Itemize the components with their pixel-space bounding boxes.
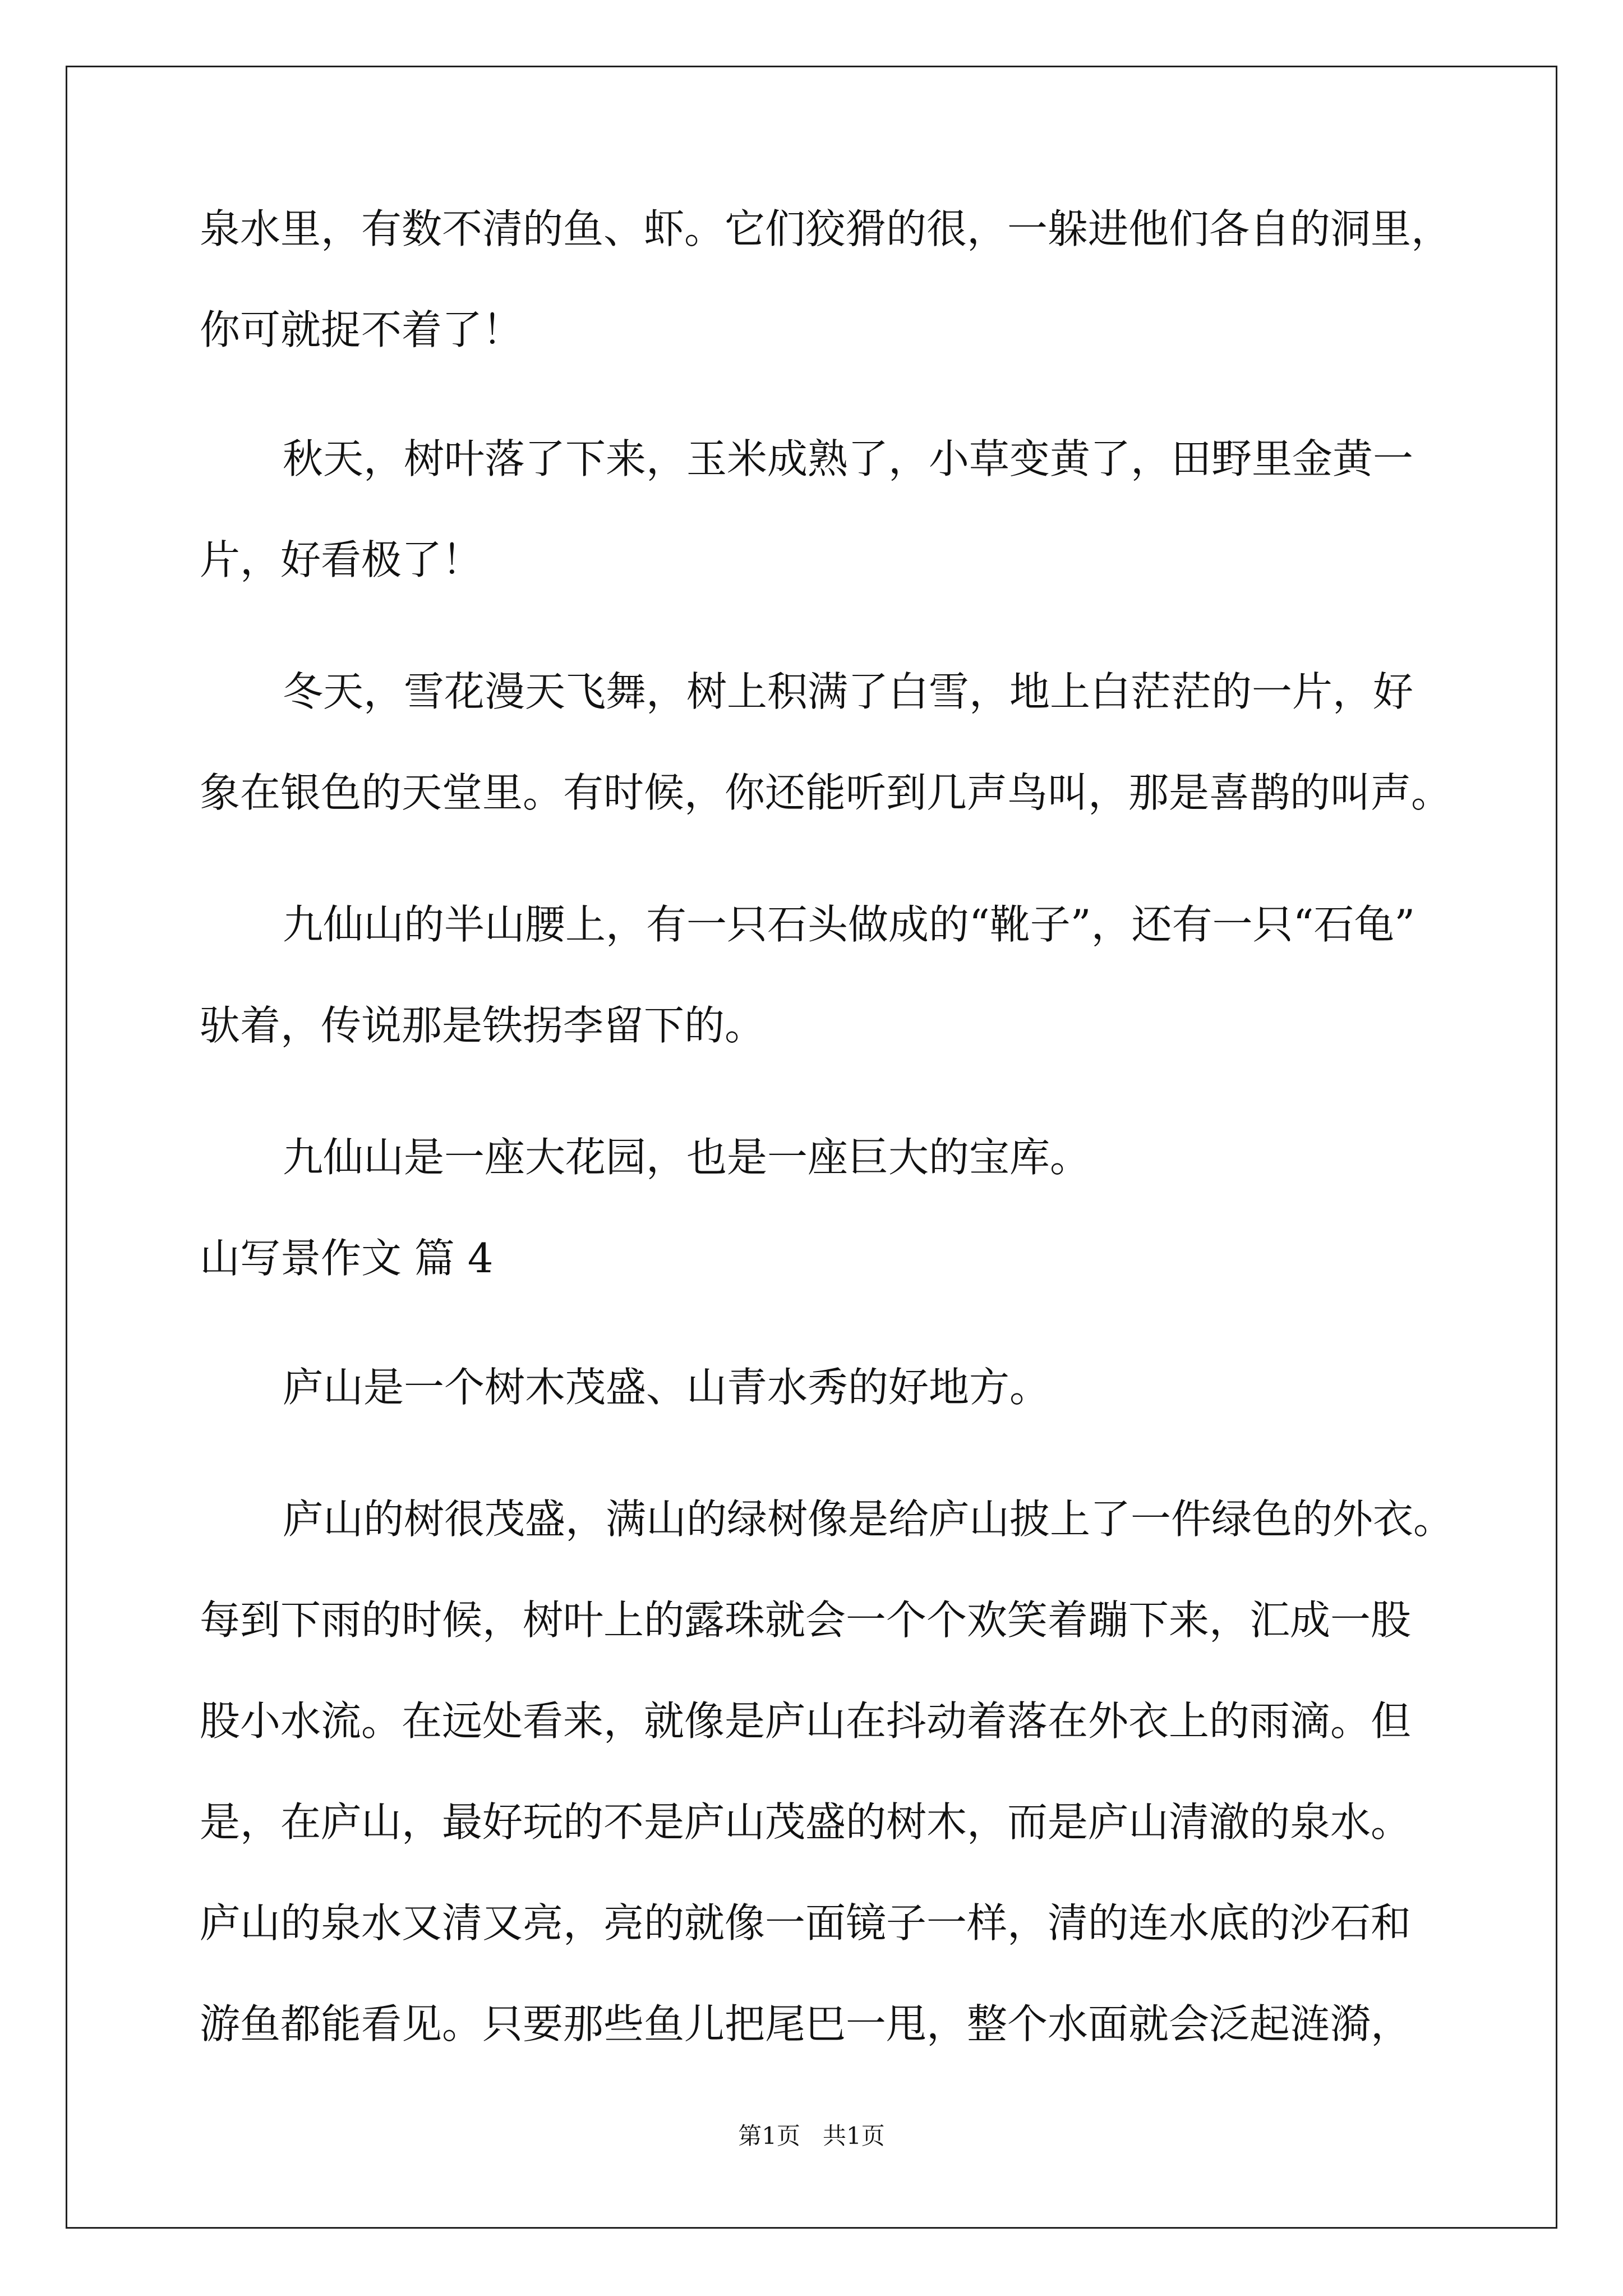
text-line: 庐山的泉水又清又亮，亮的就像一面镜子一样，清的连水底的沙石和 — [200, 1899, 1412, 1947]
text-line: 象在银色的天堂里。有时候，你还能听到几声鸟叫，那是喜鹊的叫声。 — [200, 769, 1452, 816]
paragraph-line: 庐山的树很茂盛，满山的绿树像是给庐山披上了一件绿色的外衣。 — [283, 1496, 1454, 1543]
text-line: 股小水流。在远处看来，就像是庐山在抖动着落在外衣上的雨滴。但 — [200, 1697, 1412, 1745]
text-line: 每到下雨的时候，树叶上的露珠就会一个个欢笑着蹦下来，汇成一股 — [200, 1596, 1412, 1644]
section-heading: 山写景作文 篇 4 — [200, 1235, 494, 1282]
paragraph-line: 冬天，雪花漫天飞舞，树上积满了白雪，地上白茫茫的一片，好 — [283, 668, 1414, 715]
text-line: 泉水里，有数不清的鱼、虾。它们狡猾的很，一躲进他们各自的洞里， — [200, 205, 1452, 252]
text-line: 驮着，传说那是铁拐李留下的。 — [200, 1002, 766, 1049]
page-footer: 第1页 共1页 — [738, 2122, 885, 2150]
text-line: 游鱼都能看见。只要那些鱼儿把尾巴一甩，整个水面就会泛起涟漪， — [200, 2000, 1412, 2047]
paragraph-line: 九仙山的半山腰上，有一只石头做成的“靴子”，还有一只“石龟” — [283, 901, 1415, 948]
text-line: 片，好看极了！ — [200, 536, 483, 583]
paragraph-line: 庐山是一个树木茂盛、山青水秀的好地方。 — [283, 1364, 1050, 1411]
text-line: 你可就捉不着了！ — [200, 306, 523, 353]
text-line: 是，在庐山，最好玩的不是庐山茂盛的树木，而是庐山清澈的泉水。 — [200, 1798, 1412, 1846]
paragraph-line: 九仙山是一座大花园，也是一座巨大的宝库。 — [283, 1134, 1091, 1181]
paragraph-line: 秋天，树叶落了下来，玉米成熟了，小草变黄了，田野里金黄一 — [283, 435, 1414, 482]
